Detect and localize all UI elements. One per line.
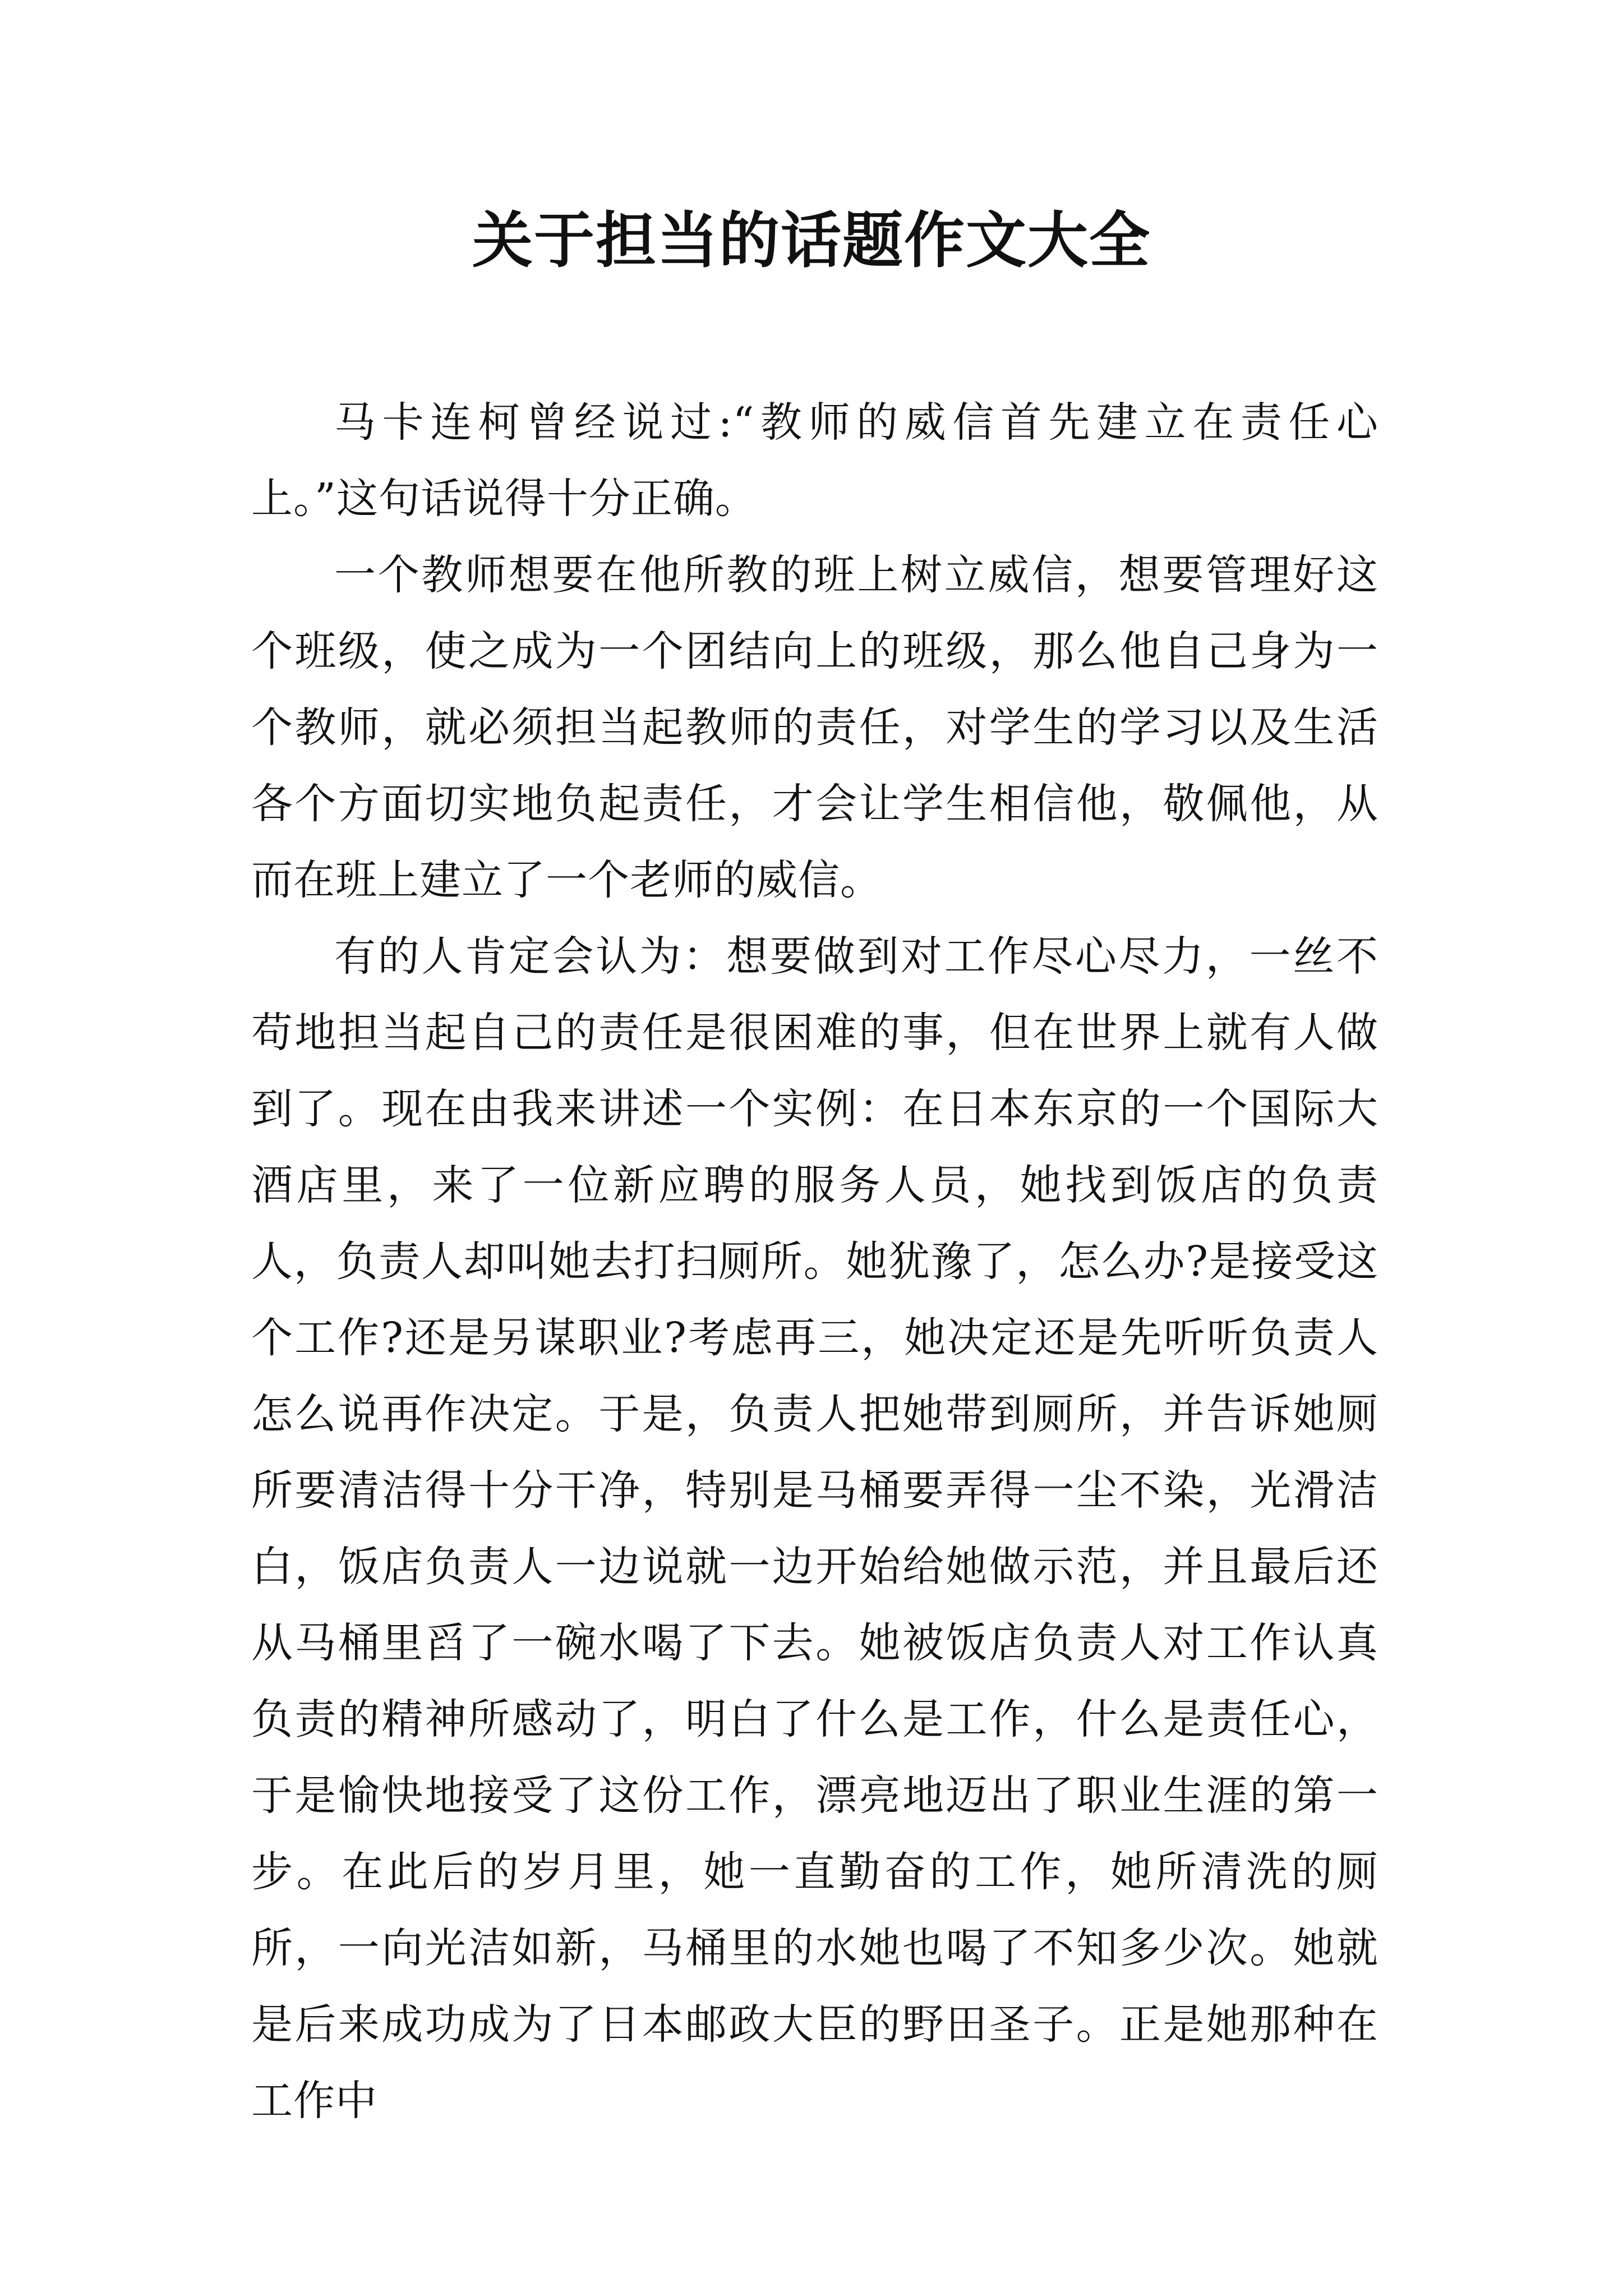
document-title: 关于担当的话题作文大全: [472, 206, 1151, 276]
paragraph-1: 马卡连柯曾经说过:“教师的威信首先建立在责任心上。”这句话说得十分正确。: [251, 398, 1378, 523]
paragraph-3: 有的人肯定会认为：想要做到对工作尽心尽力，一丝不苟地担当起自己的责任是很困难的事，但在世界上就有人做到了。现在由我来讲述一个实例：在日本东京的一个国际大酒店里，来了一位新应聘的服务人员，她找到饭店的负责人，负责人却叫她去打扫厕所。她犹豫了，怎么办?是接受这个工作?还是另谋职业?考虑再三，她决定还是先听听负责人怎么说再作决定。于是，负责人把她带到厕所，并告诉她厕所要清洁得十分干净，特别是马桶要弄得一尘不染，光滑洁白，饭店负责人一边说就一边开始给她做示范，并且最后还从马桶里舀了一碗水喝了下去。她被饭店负责人对工作认真负责的精神所感动了，明白了什么是工作，什么是责任心，于是愉快地接受了这份工作，漂亮地迈出了职业生涯的第一步。在此后的岁月里，她一直勤奋的工作，她所清洗的厕所，一向光洁如新，马桶里的水她也喝了不知多少次。她就是后来成功成为了日本邮政大臣的野田圣子。正是她那种在工作中: [251, 932, 1378, 2125]
paragraph-2: 一个教师想要在他所教的班上树立威信，想要管理好这个班级，使之成为一个团结向上的班级，那么他自己身为一个教师，就必须担当起教师的责任，对学生的学习以及生活各个方面切实地负起责任，才会让学生相信他，敬佩他，从而在班上建立了一个老师的威信。: [251, 551, 1378, 904]
document-body: [251, 384, 1378, 2139]
